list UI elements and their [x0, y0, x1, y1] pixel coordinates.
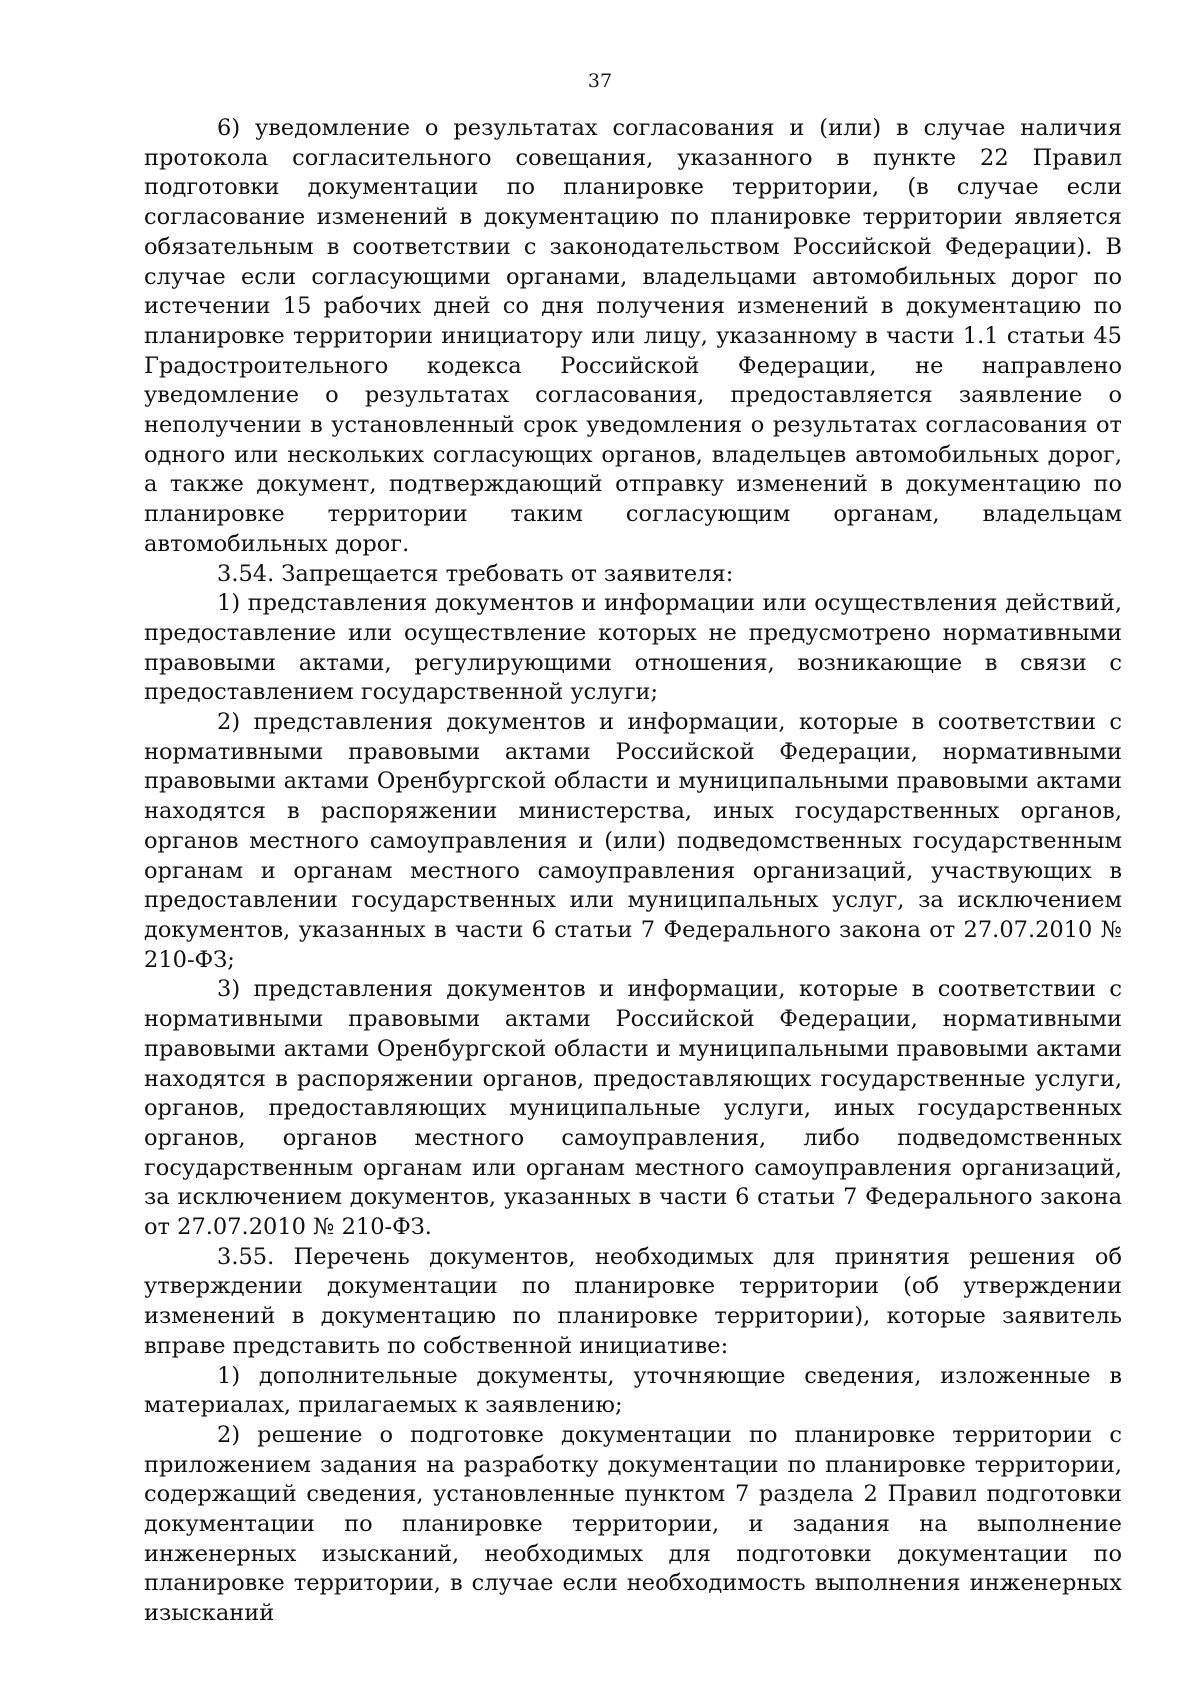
paragraph-6-notification: 6) уведомление о результатах согласования и (или) в случае наличия протокола согласительного совещания, указанного в пункте 22 Правил подготовки документации по планировке территории, (в случае если согласование изменений в документацию по планировке территории является обязательным в соответствии с законодательством Российской Федерации). В случае если согласующими органами, владельцами автомобильных дорог по истечении 15 рабочих дней со дня получения изменений в документацию по планировке территории инициатору или лицу, указанному в части 1.1 статьи 45 Градостроительного кодекса Российской Федерации, не направлено уведомление о результатах согласования, предоставляется заявление о неполучении в установленный срок уведомления о результатах согласования от одного или нескольких согласующих органов, владельцев автомобильных дорог, а также документ, подтверждающий отправку изменений в документацию по планировке территории таким согласующим органам, владельцам автомобильных дорог.	[144, 115, 1122, 557]
paragraph-3-55-item-2: 2) решение о подготовке документации по планировке территории с приложением задания на разработку документации по планировке территории, содержащий сведения, установленные пунктом 7 раздела 2 Правил подготовки документации по планировке территории, и задания на выполнение инженерных изысканий, необходимых для подготовки документации по планировке территории, в случае если необходимость выполнения инженерных изысканий	[144, 1421, 1122, 1627]
paragraph-3-54-item-2: 2) представления документов и информации, которые в соответствии с нормативными правовыми актами Российской Федерации, нормативными правовыми актами Оренбургской области и муниципальными правовыми актами находятся в распоряжении министерства, иных государственных органов, органов местного самоуправления и (или) подведомственных государственным органам и органам местного самоуправления организаций, участвующих в предоставлении государственных или муниципальных услуг, за исключением документов, указанных в части 6 статьи 7 Федерального закона от 27.07.2010 № 210-ФЗ;	[144, 709, 1122, 973]
paragraph-3-54-heading: 3.54. Запрещается требовать от заявителя:	[217, 560, 734, 587]
paragraph-3-55-item-1: 1) дополнительные документы, уточняющие сведения, изложенные в материалах, прилагаемых к заявлению;	[144, 1362, 1122, 1419]
page-number: 37	[587, 70, 613, 92]
paragraph-3-55-heading: 3.55. Перечень документов, необходимых для принятия решения об утверждении документации по планировке территории (об утверждении изменений в документацию по планировке территории), которые заявитель вправе представить по собственной инициативе:	[144, 1243, 1122, 1359]
paragraph-3-54-item-3: 3) представления документов и информации, которые в соответствии с нормативными правовыми актами Российской Федерации, нормативными правовыми актами Оренбургской области и муниципальными правовыми актами находятся в распоряжении органов, предоставляющих государственные услуги, органов, предоставляющих муниципальные услуги, иных государственных органов, органов местного самоуправления, либо подведомственных государственным органам или органам местного самоуправления организаций, за исключением документов, указанных в части 6 статьи 7 Федерального закона от 27.07.2010 № 210-ФЗ.	[144, 976, 1122, 1241]
document-body	[144, 114, 1122, 1629]
paragraph-3-54-item-1: 1) представления документов и информации или осуществления действий, предоставление или осуществление которых не предусмотрено нормативными правовыми актами, регулирующими отношения, возникающие в связи с предоставлением государственной услуги;	[144, 590, 1122, 706]
